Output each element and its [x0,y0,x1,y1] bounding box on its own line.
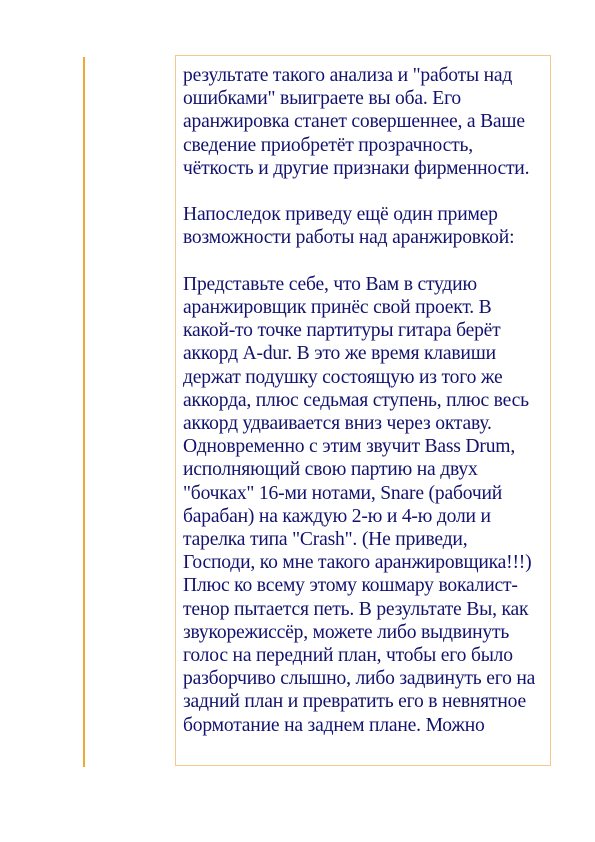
text-line: тенор пытается петь. В результате Вы, как [183,598,529,620]
text-line: "бочках" 16-ми нотами, Snare (рабочий [183,482,503,504]
text-line: Представьте себе, что Вам в студию [183,273,477,295]
paragraph-3 [183,273,544,737]
paragraph-2 [183,203,544,249]
text-line: результате такого анализа и "работы над [183,65,513,86]
text-line: Господи, ко мне такого аранжировщика!!!) [183,552,532,574]
text-line: аккорд удваивается вниз через октаву. [183,413,492,435]
text-line: бормотание на заднем плане. Можно [183,714,485,736]
text-line: Плюс ко всему этому кошмару вокалист- [183,575,518,597]
text-line: исполняющий свою партию на двух [183,459,478,481]
text-line: аккорда, плюс седьмая ступень, плюс весь [183,389,529,411]
text-line: ошибками" выиграете вы оба. Его [183,88,462,110]
text-line: аранжировка станет совершеннее, а Ваше [183,111,525,133]
paragraph-1 [183,64,544,180]
text-line: аккорд A-dur. В это же время клавиши [183,343,496,365]
text-line: сведение приобретёт прозрачность, [183,134,473,156]
left-margin-rule [83,57,85,767]
text-line: звукорежиссёр, можете либо выдвинуть [183,621,510,643]
text-line: какой-то точке партитуры гитара берёт [183,320,501,342]
text-line: голос на передний план, чтобы его было [183,645,513,667]
text-line: Напоследок приведу ещё один пример [183,204,498,226]
text-line: Одновременно с этим звучит Bass Drum, [183,436,516,458]
text-line: тарелка типа "Crash". (Не приведи, [183,529,468,551]
text-line: возможности работы над аранжировкой: [183,227,515,249]
text-line: задний план и превратить его в невнятное [183,691,526,713]
text-line: аранжировщик принёс свой проект. В [183,297,492,318]
text-line: держат подушку состоящую из того же [183,366,503,388]
text-line: чёткость и другие признаки фирменности. [183,157,530,179]
text-line: барабан) на каждую 2-ю и 4-ю доли и [183,505,491,527]
text-line: разборчиво слышно, либо задвинуть его на [183,668,536,690]
text-frame [175,55,551,766]
